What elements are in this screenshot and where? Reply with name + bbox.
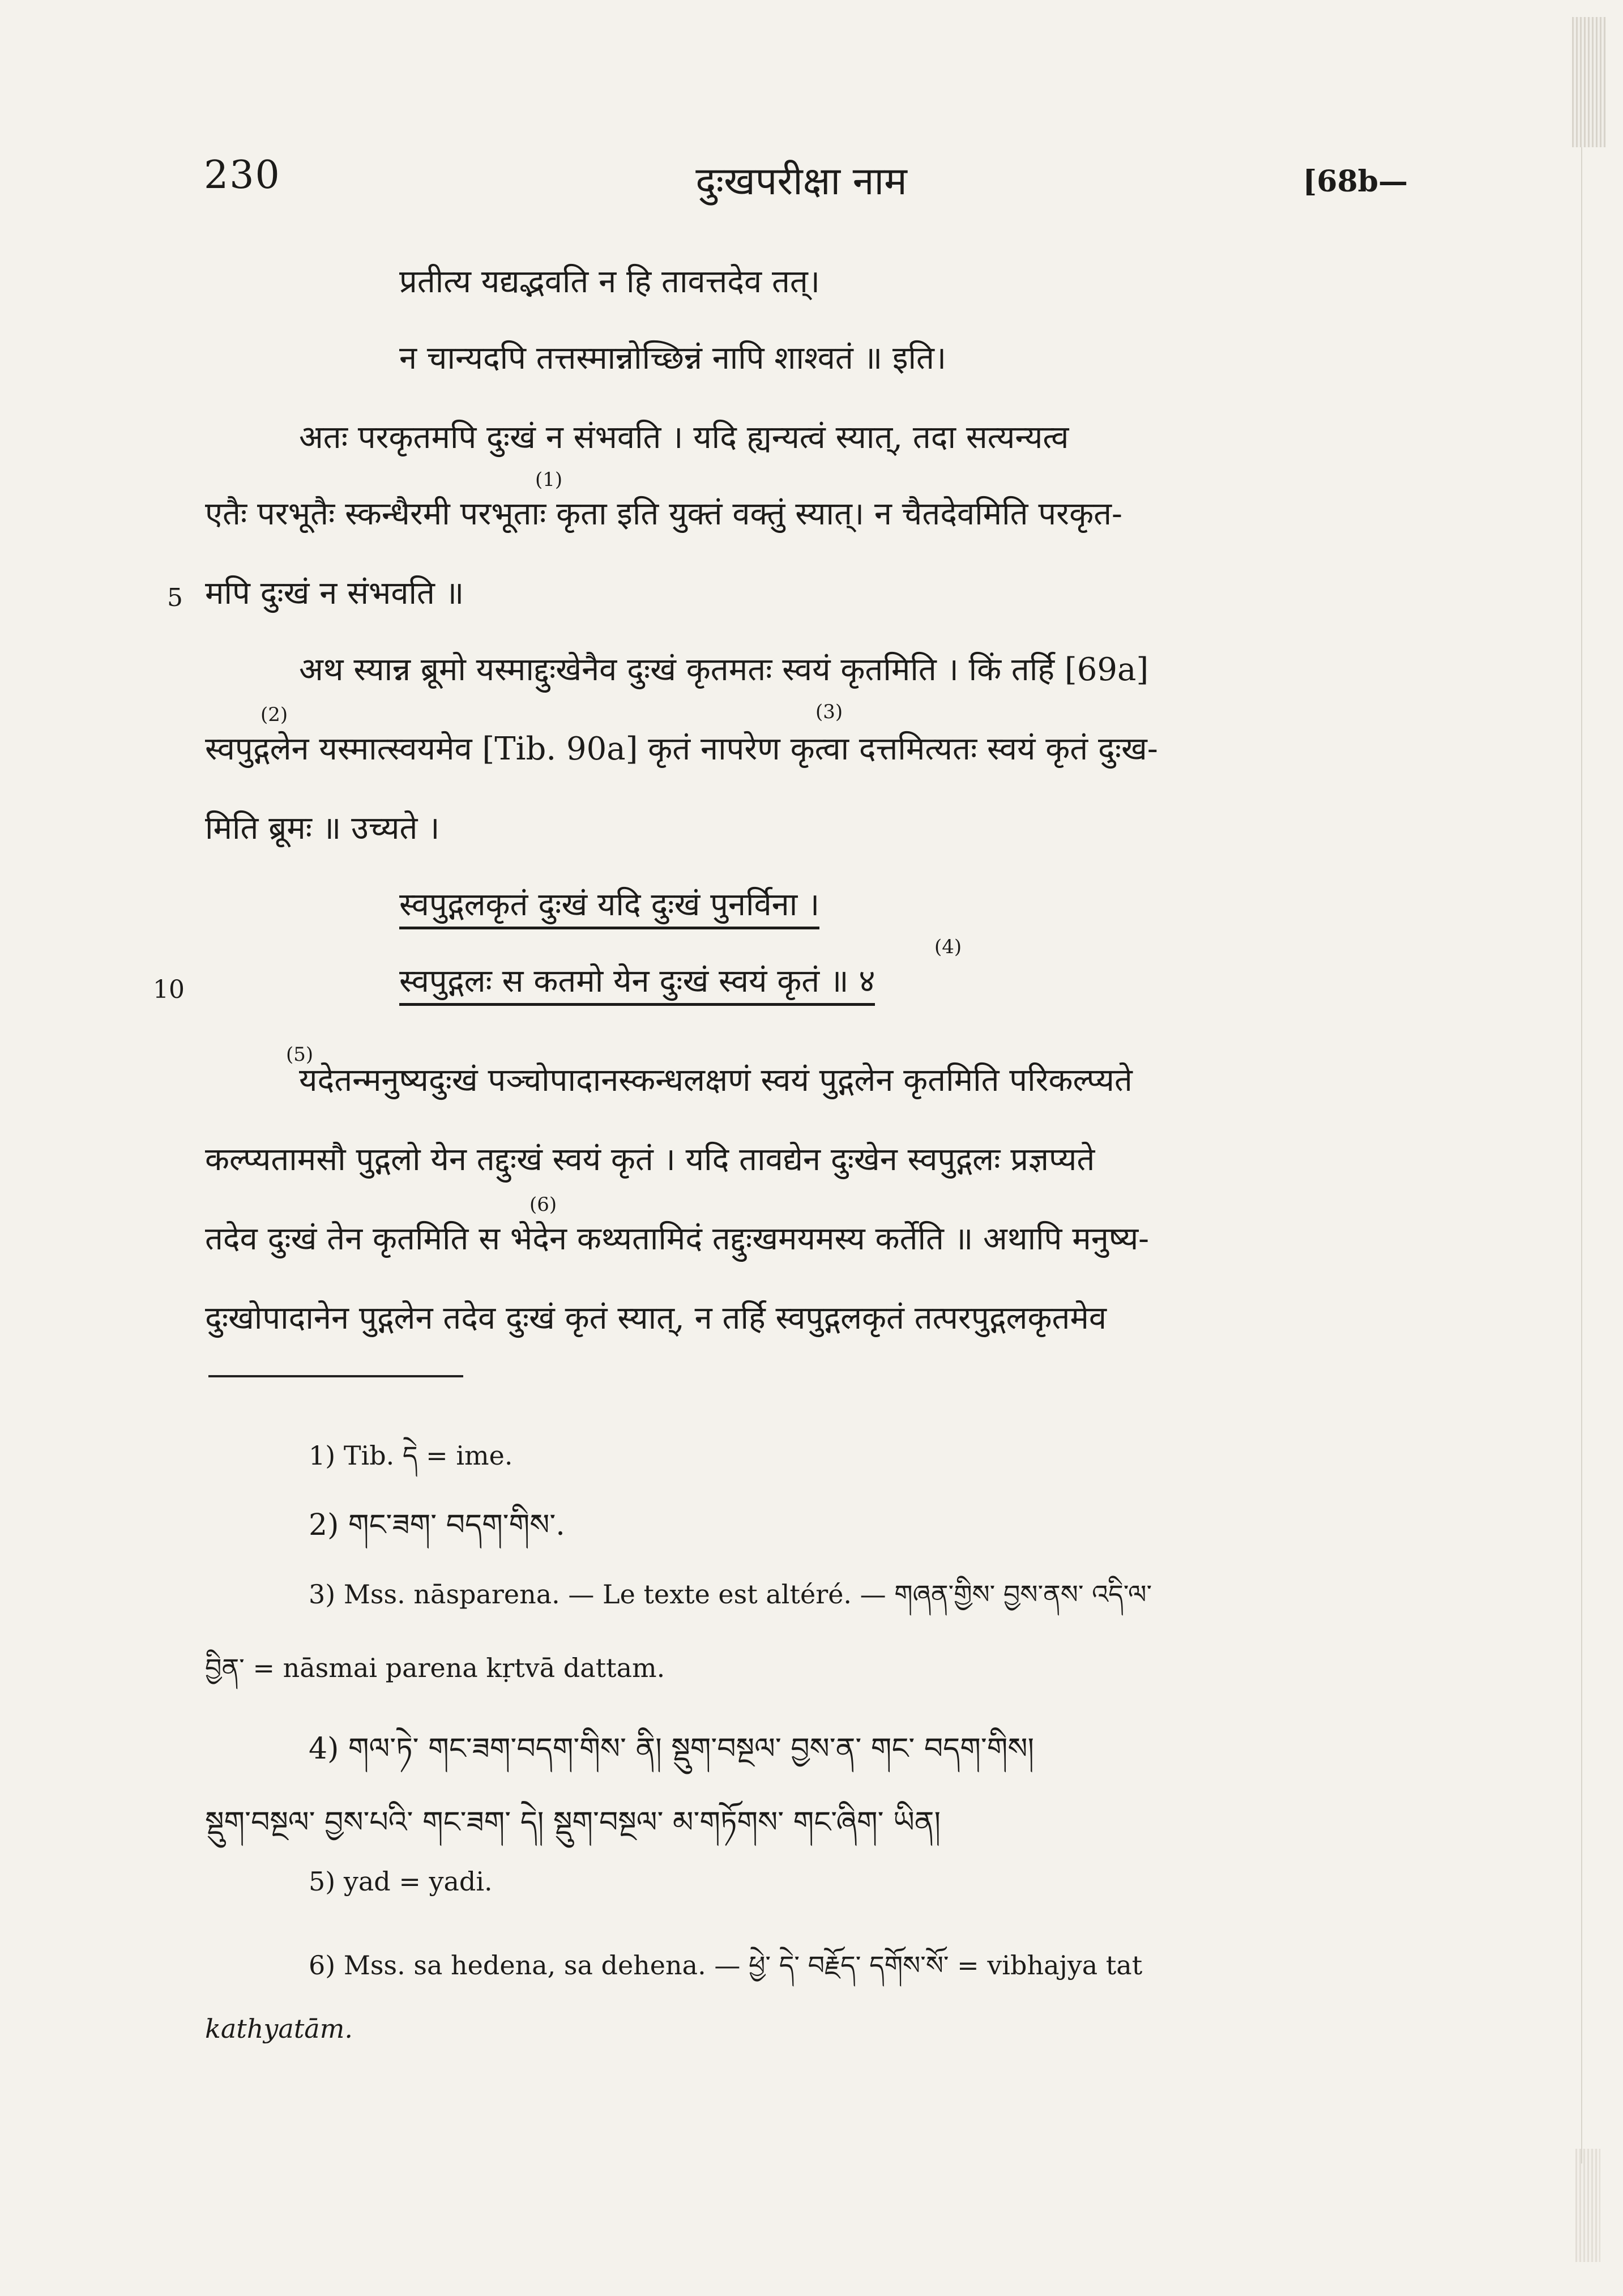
verse1-line2: न चान्यदपि तत्तस्मान्नोच्छिन्नं नापि शाश्वतं ॥ इति। <box>399 340 947 377</box>
page-number: 230 <box>204 153 281 198</box>
para1-line2: एतैः परभूतैः स्कन्धैरमी परभूताः कृता इति युक्तं वक्तुं स्यात्। न चैतदेवमिति परकृत- <box>205 496 1122 532</box>
footnote-separator <box>208 1375 463 1377</box>
para2-line3: मिति ब्रूमः ॥ उच्यते । <box>205 810 440 847</box>
running-title: दुःखपरीक्षा नाम <box>695 159 907 204</box>
footnote-3-line1: 3) Mss. nāsparena. — Le texte est altéré. — གཞན་གྱིས་ བྱས་ནས་ འདི་ལ་ <box>309 1579 1152 1610</box>
note-marker-2: (2) <box>260 703 288 726</box>
footnote-6-line1: 6) Mss. sa hedena, sa dehena. — ཕྱེ་ དེ་ བརྗོད་ དགོས་སོ་ = vibhajya tat <box>309 1950 1143 1981</box>
verse2-line1: स्वपुद्गलकृतं दुःखं यदि दुःखं पुनर्विना । <box>399 889 819 929</box>
para2-line2: स्वपुद्गलेन यस्मात्स्वयमेव [Tib. 90a] कृतं नापरेण कृत्वा दत्तमित्यतः स्वयं कृतं दुःख- <box>205 731 1158 767</box>
verse2-line2: स्वपुद्गलः स कतमो येन दुःखं स्वयं कृतं ॥ ४ <box>399 966 875 1006</box>
footnote-6-line2: kathyatām. <box>205 2013 353 2044</box>
line-number-5: 5 <box>167 583 183 612</box>
page-edge-line <box>1581 147 1582 2163</box>
folio-reference: [68b— <box>1302 164 1408 199</box>
line-number-10: 10 <box>153 975 185 1004</box>
footnote-1: 1) Tib. དེ = ime. <box>309 1440 513 1471</box>
note-marker-4: (4) <box>934 936 962 958</box>
scan-edge-shadow <box>1572 17 1606 147</box>
scan-edge-shadow-bottom <box>1575 2149 1600 2262</box>
para3-line3: तदेव दुःखं तेन कृतमिति स भेदेन कथ्यतामिदं तद्दुःखमयमस्य कर्तेति ॥ अथापि मनुष्य- <box>205 1220 1150 1257</box>
verse1-line1: प्रतीत्य यद्यद्भवति न हि तावत्तदेव तत्। <box>399 263 821 300</box>
para1-line1: अतः परकृतमपि दुःखं न संभवति । यदि ह्यन्यत्वं स्यात्, तदा सत्यन्यत्व <box>299 419 1069 456</box>
para3-line2: कल्प्यतामसौ पुद्गलो येन तद्दुःखं स्वयं कृतं । यदि तावद्येन दुःखेन स्वपुद्गलः प्रज्ञप्यते <box>205 1141 1095 1178</box>
para1-line3: मपि दुःखं न संभवति ॥ <box>205 575 464 612</box>
footnote-4-line1: 4) གལ་ཏེ་ གང་ཟག་བདག་གིས་ ནི། སྡུག་བསྔལ་ བྱས་ན་ གང་ བདག་གིས། <box>309 1732 1035 1766</box>
footnote-5: 5) yad = yadi. <box>309 1866 493 1897</box>
footnote-4-line2: སྡུག་བསྔལ་ བྱས་པའི་ གང་ཟག་ དེ། སྡུག་བསྔལ་ མ་གཏོགས་ གང་ཞིག་ ཡིན། <box>205 1806 941 1840</box>
para2-line1: अथ स्यान्न ब्रूमो यस्माद्दुःखेनैव दुःखं कृतमतः स्वयं कृतमिति । किं तर्हि [69a] <box>299 651 1149 688</box>
note-marker-6: (6) <box>529 1193 557 1216</box>
para3-line1: यदेतन्मनुष्यदुःखं पञ्चोपादानस्कन्धलक्षणं स्वयं पुद्गलेन कृतमिति परिकल्प्यते <box>299 1062 1133 1099</box>
note-marker-5: (5) <box>286 1043 314 1066</box>
footnote-2: 2) གང་ཟག་ བདག་གིས་. <box>309 1508 565 1542</box>
para3-line4: दुःखोपादानेन पुद्गलेन तदेव दुःखं कृतं स्यात्, न तर्हि स्वपुद्गलकृतं तत्परपुद्गलकृतमेव <box>205 1300 1107 1337</box>
note-marker-3: (3) <box>815 701 843 723</box>
note-marker-1: (1) <box>535 468 563 491</box>
footnote-3-line2: བྱིན་ = nāsmai parena kṛtvā dattam. <box>205 1653 665 1683</box>
